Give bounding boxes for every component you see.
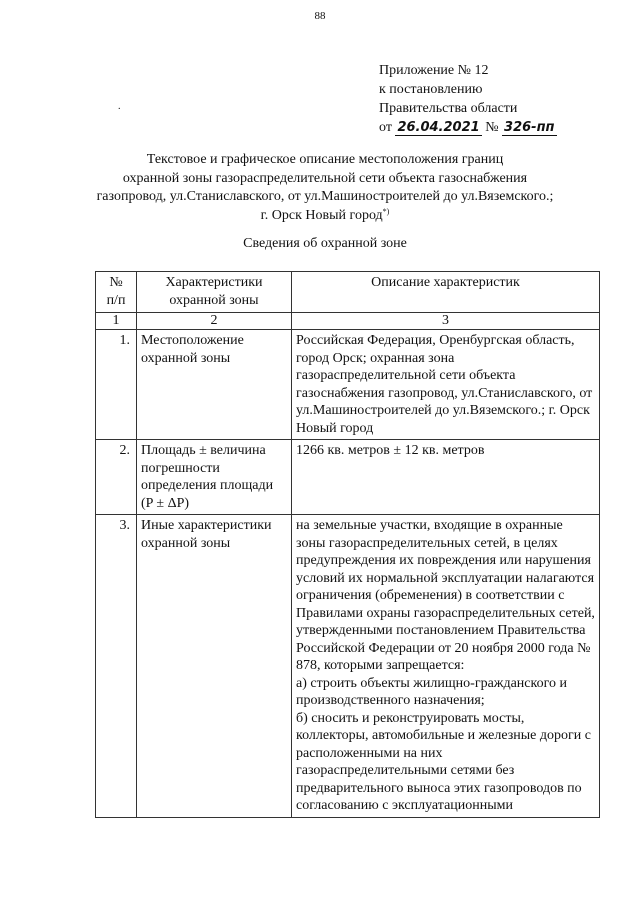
table-row bbox=[96, 440, 600, 515]
table-row bbox=[96, 515, 600, 818]
appendix-line-2: к постановлению bbox=[379, 82, 483, 97]
row-description: 1266 кв. метров ± 12 кв. метров bbox=[292, 440, 600, 515]
number-prefix: № bbox=[485, 120, 499, 135]
appendix-date-line bbox=[379, 118, 557, 137]
handwritten-date: 26.04.2021 bbox=[397, 120, 480, 135]
appendix-block bbox=[379, 61, 557, 137]
zone-table bbox=[95, 271, 600, 818]
title-line-2: охранной зоны газораспределительной сети объекта газоснабжения bbox=[122, 170, 528, 186]
header-number: № п/п bbox=[96, 272, 137, 313]
column-number-row bbox=[96, 313, 600, 330]
date-prefix: от bbox=[379, 120, 392, 135]
row-description: Российская Федерация, Оренбургская область, город Орск; охранная зона газораспределительной сети объекта газоснабжения газопровод, ул.Станиславского, от ул.Машиностроителей до ул.Вяземского.; г. Орск Новый город bbox=[292, 330, 600, 440]
footnote-mark: *) bbox=[382, 206, 390, 216]
page-number: 88 bbox=[314, 10, 326, 22]
header-description: Описание характеристик bbox=[292, 272, 600, 313]
restrictions-intro: на земельные участки, входящие в охранные зоны газораспределительных сетей, в целях предупреждения их повреждения или нарушения условий их нормальной эксплуатации налагаются ограничения (обременения) в соответствии с Правилами охраны газораспределительных сетей, утвержденными постановлением Правительства Российской Федерации от 20 ноября 2000 года № 878, которыми запрещается: bbox=[296, 518, 595, 673]
handwritten-number: 326-пп bbox=[504, 120, 555, 135]
row-number: 3. bbox=[96, 515, 137, 818]
table-header-row bbox=[96, 272, 600, 313]
title-line-3: газопровод, ул.Станиславского, от ул.Машиностроителей до ул.Вяземского.; bbox=[96, 189, 554, 204]
document-title bbox=[60, 151, 590, 225]
section-title: Сведения об охранной зоне bbox=[243, 236, 407, 251]
restriction-item-a: а) строить объекты жилищно-гражданского и производственного назначения; bbox=[296, 675, 567, 708]
appendix-line-3: Правительства области bbox=[379, 101, 518, 116]
restriction-item-b: б) сносить и реконструировать мосты, коллекторы, автомобильные и железные дороги с расположенными на них газораспределительными сетями без предварительного выноса этих газопроводов по согласованию с эксплуатационными bbox=[296, 710, 591, 813]
row-number: 1. bbox=[96, 330, 137, 440]
column-number-3: 3 bbox=[292, 313, 600, 330]
table-row bbox=[96, 330, 600, 440]
column-number-2: 2 bbox=[137, 313, 292, 330]
row-description bbox=[292, 515, 600, 818]
dot-mark: . bbox=[118, 101, 121, 112]
appendix-line-1: Приложение № 12 bbox=[379, 63, 489, 78]
row-characteristic: Площадь ± величина погрешности определения площади (P ± ΔP) bbox=[137, 440, 292, 515]
title-city: г. Орск Новый город bbox=[260, 207, 383, 223]
column-number-1: 1 bbox=[96, 313, 137, 330]
header-characteristics: Характеристики охранной зоны bbox=[137, 272, 292, 313]
row-characteristic: Иные характеристики охранной зоны bbox=[137, 515, 292, 818]
title-line-4 bbox=[60, 207, 590, 226]
row-characteristic: Местоположение охранной зоны bbox=[137, 330, 292, 440]
row-number: 2. bbox=[96, 440, 137, 515]
title-line-1: Текстовое и графическое описание местоположения границ bbox=[146, 152, 504, 167]
